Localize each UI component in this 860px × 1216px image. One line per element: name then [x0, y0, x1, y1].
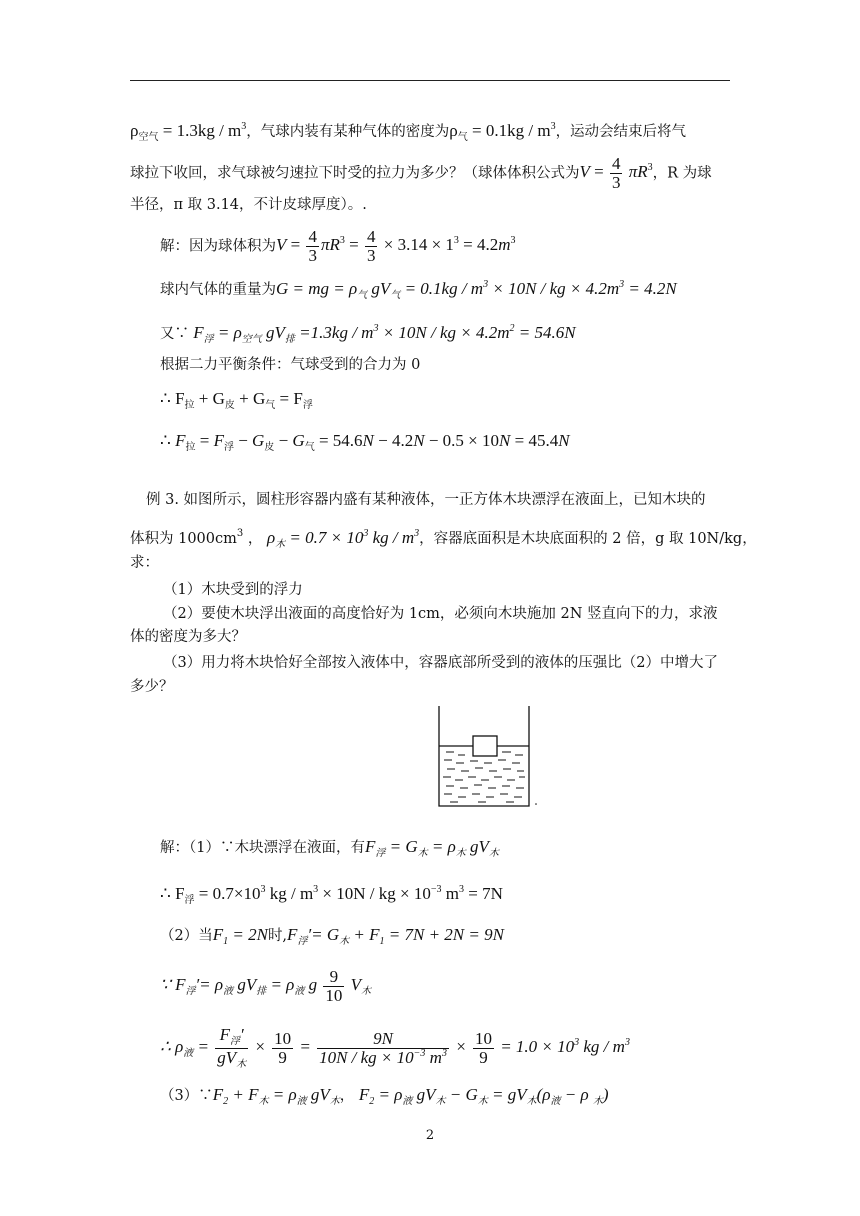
text-line: 半径，π 取 3.14，不计皮球厚度）。. — [130, 197, 367, 213]
equation-line: ∴ $F_浮 = 0.7\times 10^3$ kg / $m^3 \times 10N$ / kg × $10^{-3}$ $m^3 = 7N$ — [160, 884, 503, 906]
solution-line: （2）当$F_1 = 2N$时$,F_浮'= G_木 + F_1 = 7N + 2N = 9N$ — [160, 925, 504, 947]
equation-line: ∴ $F_拉 = F_浮 - G_皮 - G_气 = 54.6N - 4.2N - 0.5 \times 10N = 45.4N$ — [160, 431, 570, 453]
text-line: 求： — [130, 555, 159, 571]
text-line: 体的密度为多大？ — [130, 629, 246, 645]
text-line: $\rho_{空气} = 1.3kg / m^3$，气球内装有某种气体的密度为$\rho_气 = 0.1kg / m^3$，运动会结束后将气 — [130, 121, 687, 143]
question-2: （2）要使木块浮出液面的高度恰好为 1cm，必须向木块施加 2N 竖直向下的力，求液 — [163, 606, 718, 622]
header-rule — [130, 80, 730, 81]
question-3: （3）用力将木块恰好全部按入液体中，容器底部所受到的液体的压强比（2）中增大了 — [163, 655, 718, 671]
question-1: （1）木块受到的浮力 — [163, 582, 303, 598]
example-heading: 例 3. 如图所示，圆柱形容器内盛有某种液体，一正方体木块漂浮在液面上，已知木块的 — [146, 492, 706, 508]
inline-text: ，运动会结束后将气 — [555, 124, 687, 140]
solution-line: 球内气体的重量为G = mg = $\rho_气$ $gV_气 = 0.1kg / m^3 \times 10N$ / kg × $4.2m^3 = 4.2N$ — [160, 279, 677, 301]
solution-line: 解：因为球体积为V = $\frac{4}{3}$ $\pi R^3$ = $\frac{4}{3}$ × $3.14 \times 1^3 = 4.2m^3$ — [160, 227, 516, 265]
inline-text: ，气球内装有某种气体的密度为 — [246, 124, 450, 140]
text-line: 体积为 $1000cm^3$ ， $\rho_木 = 0.7 \times 10^3$ kg / $m^3$，容器底面积是木块底面积的 2 倍，g 取 10N/kg， — [130, 528, 757, 550]
equation-line: ∵ $F_浮'= \rho_液$ $gV_排 = \rho_液$ g $\frac{9}{10}$ $V_木$ — [160, 967, 371, 1005]
text-line: 多少？ — [130, 679, 174, 695]
equation-line: ∴ $\rho_液$ = $\frac{F_浮'}{gV_木}$ × $\frac{10}{9}$ = $\frac{9N}{10N / kg \times 10^{-3} m^3}$ × $\frac{10}{9}$ = $1.0 \times 10^3$ kg / $m^3$ — [160, 1025, 630, 1070]
solution-line: 根据二力平衡条件：气球受到的合力为 0 — [160, 357, 421, 373]
solution-line: $(3)\because F_2 + F_木 = \rho_液$ $gV_木$， $F_2 = \rho_液$ $gV_木 - G_木 = gV_木(\rho_液 - \rho$ $_木$) — [160, 1085, 609, 1107]
solution-line: 解：（1）∵木块漂浮在液面，有$F_浮 = G_木 = \rho_木$ $gV_木$ — [160, 837, 499, 859]
inline-text: ，R 为球 — [652, 165, 712, 182]
text-line: 球拉下收回，求气球被匀速拉下时受的拉力为多少？（球体体积公式为V = $\frac{4}{3}$ $\pi R^3$，R 为球 — [130, 154, 712, 192]
solution-line: 又∵ $F_浮 = \rho_{空气}$ $gV_排 =1.3kg / m^3 \times 10N$ / kg × $4.2m^2 = 54.6N$ — [160, 323, 576, 345]
container-figure — [434, 700, 544, 812]
equation-line: ∴ $F_拉 + G_皮 + G_气 = F_浮$ — [160, 389, 313, 411]
inline-text: 球拉下收回，求气球被匀速拉下时受的拉力为多少？（球体体积公式为 — [130, 165, 580, 182]
page-number: 2 — [425, 1128, 435, 1143]
